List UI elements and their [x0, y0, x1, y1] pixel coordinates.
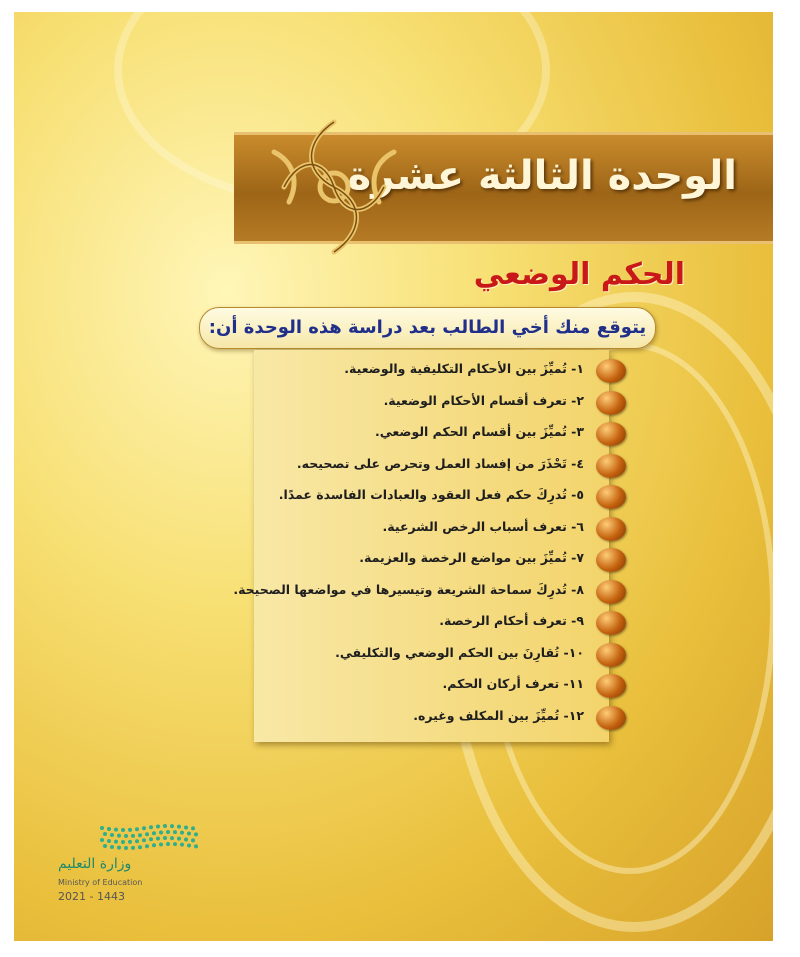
bullet-icon [596, 454, 626, 478]
ministry-name-arabic: وزارة التعليم [58, 856, 132, 872]
objective-item [211, 454, 626, 478]
objective-text: ١٠- تُقارِنَ بين الحكم الوضعي والتكليفي. [335, 644, 584, 660]
objective-text: ٥- تُدرِكَ حكم فعل العقود والعبادات الفاسدة عمدًا. [278, 487, 584, 502]
objective-item [211, 517, 626, 541]
objective-item [211, 422, 626, 446]
intro-box [199, 307, 656, 349]
bullet-icon [596, 643, 626, 667]
objective-item [211, 391, 626, 415]
objective-text: ٤- تَحْذَرَ من إفساد العمل وتحرص على تصحيحه. [296, 455, 584, 471]
objective-text: ٩- تعرف أحكام الرخصة. [439, 613, 584, 628]
objective-text: ٢- تعرف أقسام الأحكام الوضعية. [383, 392, 584, 408]
objective-text: ٦- تعرف أسباب الرخص الشرعية. [382, 518, 584, 534]
objective-item [211, 643, 626, 667]
bullet-icon [596, 422, 626, 446]
objective-item [211, 548, 626, 572]
objective-item [211, 674, 626, 698]
objective-text: ٣- تُميِّزَ بين أقسام الحكم الوضعي. [374, 424, 584, 439]
bullet-icon [596, 359, 626, 383]
objective-item [211, 706, 626, 730]
ministry-name-english: Ministry of Education [58, 878, 143, 887]
intro-text: يتوقع منك أخي الطالب بعد دراسة هذه الوحدة أن: [208, 317, 647, 338]
bullet-icon [596, 674, 626, 698]
objective-item [211, 485, 626, 509]
bullet-icon [596, 517, 626, 541]
bullet-icon [596, 706, 626, 730]
objective-text: ٨- تُدرِكَ سماحة الشريعة وتيسيرها في مواضعها الصحيحة. [233, 581, 584, 597]
page-background [14, 12, 773, 941]
ornament-flourish [244, 112, 424, 262]
bullet-icon [596, 580, 626, 604]
objective-item [211, 611, 626, 635]
lesson-title: الحكم الوضعي [473, 257, 685, 292]
edition-year: 2021 - 1443 [58, 890, 125, 903]
objective-text: ١٢- تُميِّزَ بين المكلف وغيره. [413, 707, 584, 723]
objective-text: ٧- تُميِّزَ بين مواضع الرخصة والعزيمة. [359, 550, 584, 565]
unit-title: الوحدة الثالثة عشرة [347, 153, 737, 199]
objective-text: ١١- تعرف أركان الحكم. [442, 676, 584, 691]
objective-item [211, 580, 626, 604]
bullet-icon [596, 611, 626, 635]
bullet-icon [596, 548, 626, 572]
bullet-icon [596, 485, 626, 509]
objective-item [211, 359, 626, 383]
objective-text: ١- تُميِّزَ بين الأحكام التكليفية والوضعية. [344, 361, 584, 376]
bullet-icon [596, 391, 626, 415]
